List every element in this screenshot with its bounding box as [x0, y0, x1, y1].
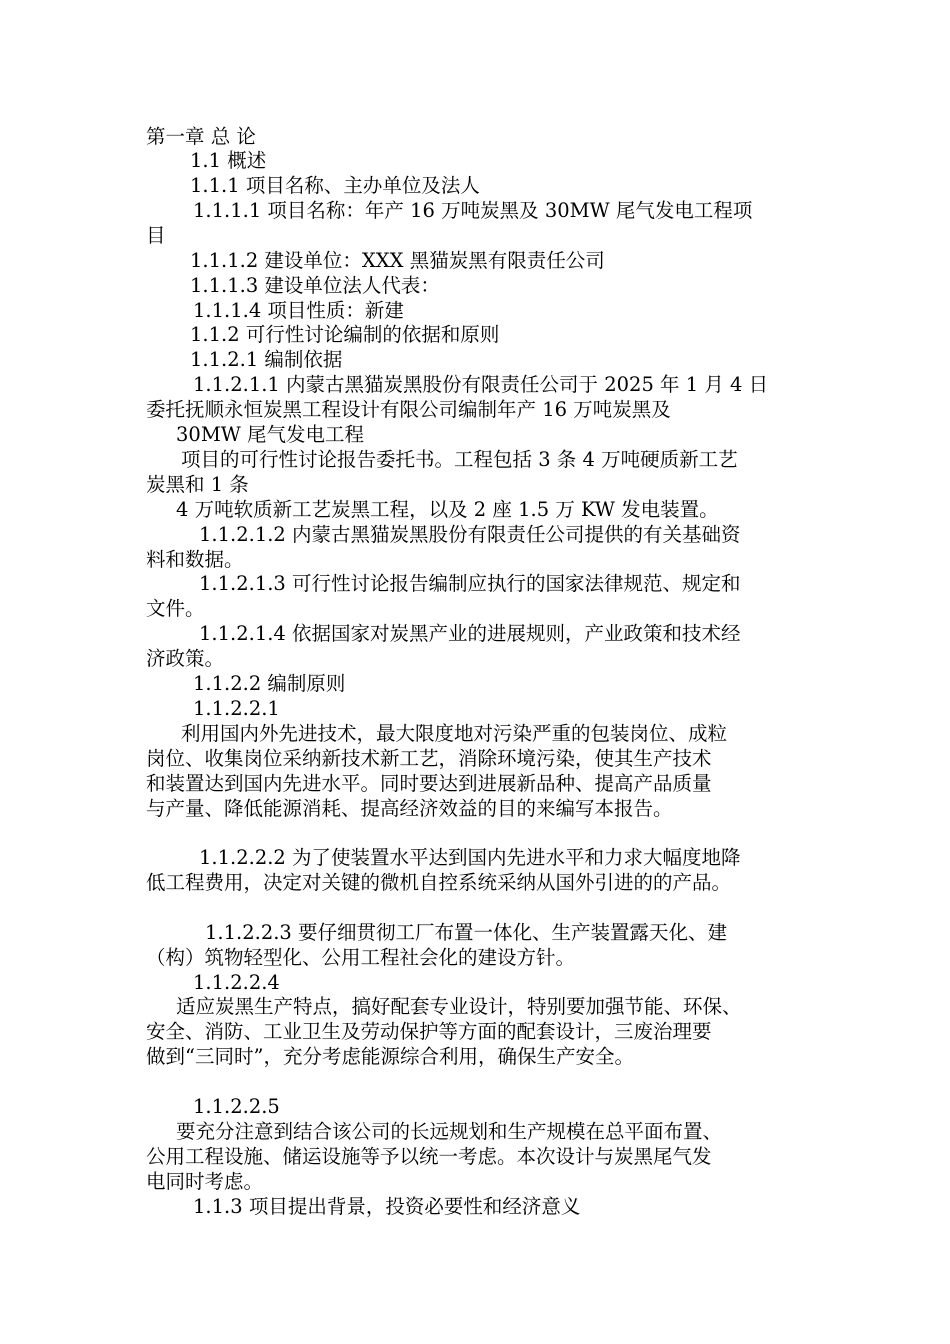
heading-1-1-3: 1.1.3 项目提出背景，投资必要性和经济意义 [193, 1195, 581, 1218]
text-line: 1.1.1.2 建设单位：XXX 黑猫炭黑有限责任公司 [190, 249, 605, 272]
text-line: 目 [146, 224, 166, 247]
text-line: 1.1.2.2.2 为了使装置水平达到国内先进水平和力求大幅度地降 [199, 846, 741, 869]
heading-1-1-2-2: 1.1.2.2 编制原则 [193, 672, 346, 695]
text-line: 利用国内外先进技术，最大限度地对污染严重的包装岗位、成粒 [181, 722, 728, 745]
text-line: 委托抚顺永恒炭黑工程设计有限公司编制年产 16 万吨炭黑及 [146, 398, 671, 421]
text-line: 1.1.2.2.1 [193, 697, 280, 720]
chapter-title: 第一章 总 论 [146, 125, 256, 148]
text-line: 4 万吨软质新工艺炭黑工程，以及 2 座 1.5 万 KW 发电装置。 [176, 498, 719, 521]
text-line: 炭黑和 1 条 [146, 473, 249, 496]
heading-1-1-2: 1.1.2 可行性讨论编制的依据和原则 [190, 323, 500, 346]
text-line: 30MW 尾气发电工程 [176, 423, 365, 446]
text-line: （构）筑物轻型化、公用工程社会化的建设方针。 [146, 946, 576, 969]
heading-1-1: 1.1 概述 [190, 149, 267, 172]
text-line: 安全、消防、工业卫生及劳动保护等方面的配套设计，三废治理要 [146, 1020, 712, 1043]
text-line: 岗位、收集岗位采纳新技术新工艺，消除环境污染，使其生产技术 [146, 747, 712, 770]
text-line: 低工程费用，决定对关键的微机自控系统采纳从国外引进的的产品。 [146, 871, 732, 894]
text-line: 公用工程设施、储运设施等予以统一考虑。本次设计与炭黑尾气发 [146, 1145, 712, 1168]
text-line: 项目的可行性讨论报告委托书。工程包括 3 条 4 万吨硬质新工艺 [181, 448, 738, 471]
text-line: 1.1.2.2.4 [193, 971, 280, 994]
text-line: 1.1.1.4 项目性质：新建 [193, 299, 404, 322]
heading-1-1-1: 1.1.1 项目名称、主办单位及法人 [190, 174, 480, 197]
text-line: 料和数据。 [146, 548, 244, 571]
text-line: 1.1.1.1 项目名称：年产 16 万吨炭黑及 30MW 尾气发电工程项 [193, 199, 753, 222]
text-line: 电同时考虑。 [146, 1170, 264, 1193]
text-line: 1.1.2.1.4 依据国家对炭黑产业的进展规则，产业政策和技术经 [199, 622, 741, 645]
text-line: 1.1.2.2.3 要仔细贯彻工厂布置一体化、生产装置露天化、建 [205, 921, 728, 944]
text-line: 1.1.2.1.2 内蒙古黑猫炭黑股份有限责任公司提供的有关基础资 [199, 523, 741, 546]
text-line: 1.1.1.3 建设单位法人代表： [190, 274, 440, 297]
text-line: 要充分注意到结合该公司的长远规划和生产规模在总平面布置、 [176, 1120, 723, 1143]
text-line: 1.1.2.1.3 可行性讨论报告编制应执行的国家法律规范、规定和 [199, 572, 741, 595]
text-line: 适应炭黑生产特点，搞好配套专业设计，特别要加强节能、环保、 [176, 995, 742, 1018]
heading-1-1-2-1: 1.1.2.1 编制依据 [190, 348, 343, 371]
text-line: 文件。 [146, 597, 205, 620]
text-line: 和装置达到国内先进水平。同时要达到进展新品种、提高产品质量 [146, 772, 712, 795]
text-line: 济政策。 [146, 647, 225, 670]
text-line: 1.1.2.2.5 [193, 1095, 280, 1118]
text-line: 与产量、降低能源消耗、提高经济效益的目的来编写本报告。 [146, 797, 673, 820]
text-line: 1.1.2.1.1 内蒙古黑猫炭黑股份有限责任公司于 2025 年 1 月 4 日 [193, 373, 769, 396]
text-line: 做到“三同时”，充分考虑能源综合利用，确保生产安全。 [146, 1045, 634, 1068]
